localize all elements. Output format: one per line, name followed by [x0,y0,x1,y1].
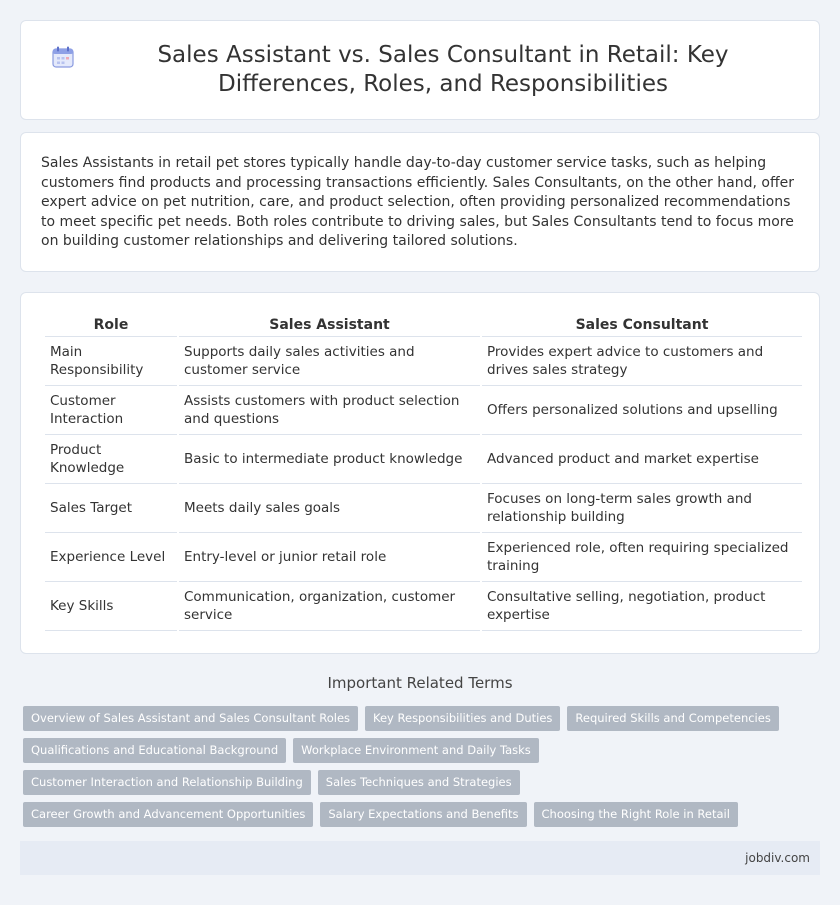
related-tag-workplace[interactable]: Workplace Environment and Daily Tasks [293,738,539,763]
table-row [45,435,802,484]
header-role: Role [45,311,177,337]
assistant-cell: Basic to intermediate product knowledge [179,435,480,484]
calendar-icon [51,45,75,69]
related-tag-responsibilities[interactable]: Key Responsibilities and Duties [365,706,560,731]
related-tag-choosing-role[interactable]: Choosing the Right Role in Retail [534,802,738,827]
header-sales-consultant: Sales Consultant [482,311,802,337]
table-row [45,533,802,582]
intro-card [20,132,820,272]
table-row [45,386,802,435]
table-row [45,337,802,386]
related-tag-career-growth[interactable]: Career Growth and Advancement Opportunities [23,802,313,827]
related-terms-list [23,706,823,834]
consultant-cell: Consultative selling, negotiation, product expertise [482,582,802,631]
row-label: Main Responsibility [45,337,177,386]
row-label: Key Skills [45,582,177,631]
consultant-cell: Offers personalized solutions and upselling [482,386,802,435]
page-title: Sales Assistant vs. Sales Consultant in Retail: Key Differences, Roles, and Responsibilities [157,42,729,97]
consultant-cell: Provides expert advice to customers and drives sales strategy [482,337,802,386]
row-label: Customer Interaction [45,386,177,435]
related-tag-overview[interactable]: Overview of Sales Assistant and Sales Consultant Roles [23,706,358,731]
related-tag-skills[interactable]: Required Skills and Competencies [567,706,778,731]
related-tag-sales-techniques[interactable]: Sales Techniques and Strategies [318,770,520,795]
header-sales-assistant: Sales Assistant [179,311,480,337]
assistant-cell: Entry-level or junior retail role [179,533,480,582]
assistant-cell: Meets daily sales goals [179,484,480,533]
row-label: Sales Target [45,484,177,533]
table-header-row [45,311,802,337]
table-row [45,484,802,533]
title-wrap [21,41,819,99]
consultant-cell: Experienced role, often requiring specialized training [482,533,802,582]
table-row [45,582,802,631]
row-label: Experience Level [45,533,177,582]
intro-paragraph: Sales Assistants in retail pet stores typically handle day-to-day customer service tasks, such as helping customers find products and processing transactions efficiently. Sales Consultants, on the other hand, offer expert advice on pet nutrition, care, and product selection, often providing personalized recommendations to meet specific pet needs. Both roles contribute to driving sales, but Sales Consultants tend to focus more on building customer relationships and delivering tailored solutions. [41,155,794,249]
assistant-cell: Assists customers with product selection and questions [179,386,480,435]
related-tag-customer-interaction[interactable]: Customer Interaction and Relationship Building [23,770,311,795]
related-terms-title: Important Related Terms [327,674,513,692]
comparison-table [43,311,804,631]
assistant-cell: Communication, organization, customer service [179,582,480,631]
consultant-cell: Advanced product and market expertise [482,435,802,484]
related-tag-qualifications[interactable]: Qualifications and Educational Background [23,738,286,763]
consultant-cell: Focuses on long-term sales growth and relationship building [482,484,802,533]
related-tag-salary[interactable]: Salary Expectations and Benefits [320,802,526,827]
row-label: Product Knowledge [45,435,177,484]
footer-site-link[interactable]: jobdiv.com [745,851,810,865]
footer [20,841,820,875]
assistant-cell: Supports daily sales activities and customer service [179,337,480,386]
header-card [20,20,820,120]
comparison-table-card [20,292,820,654]
